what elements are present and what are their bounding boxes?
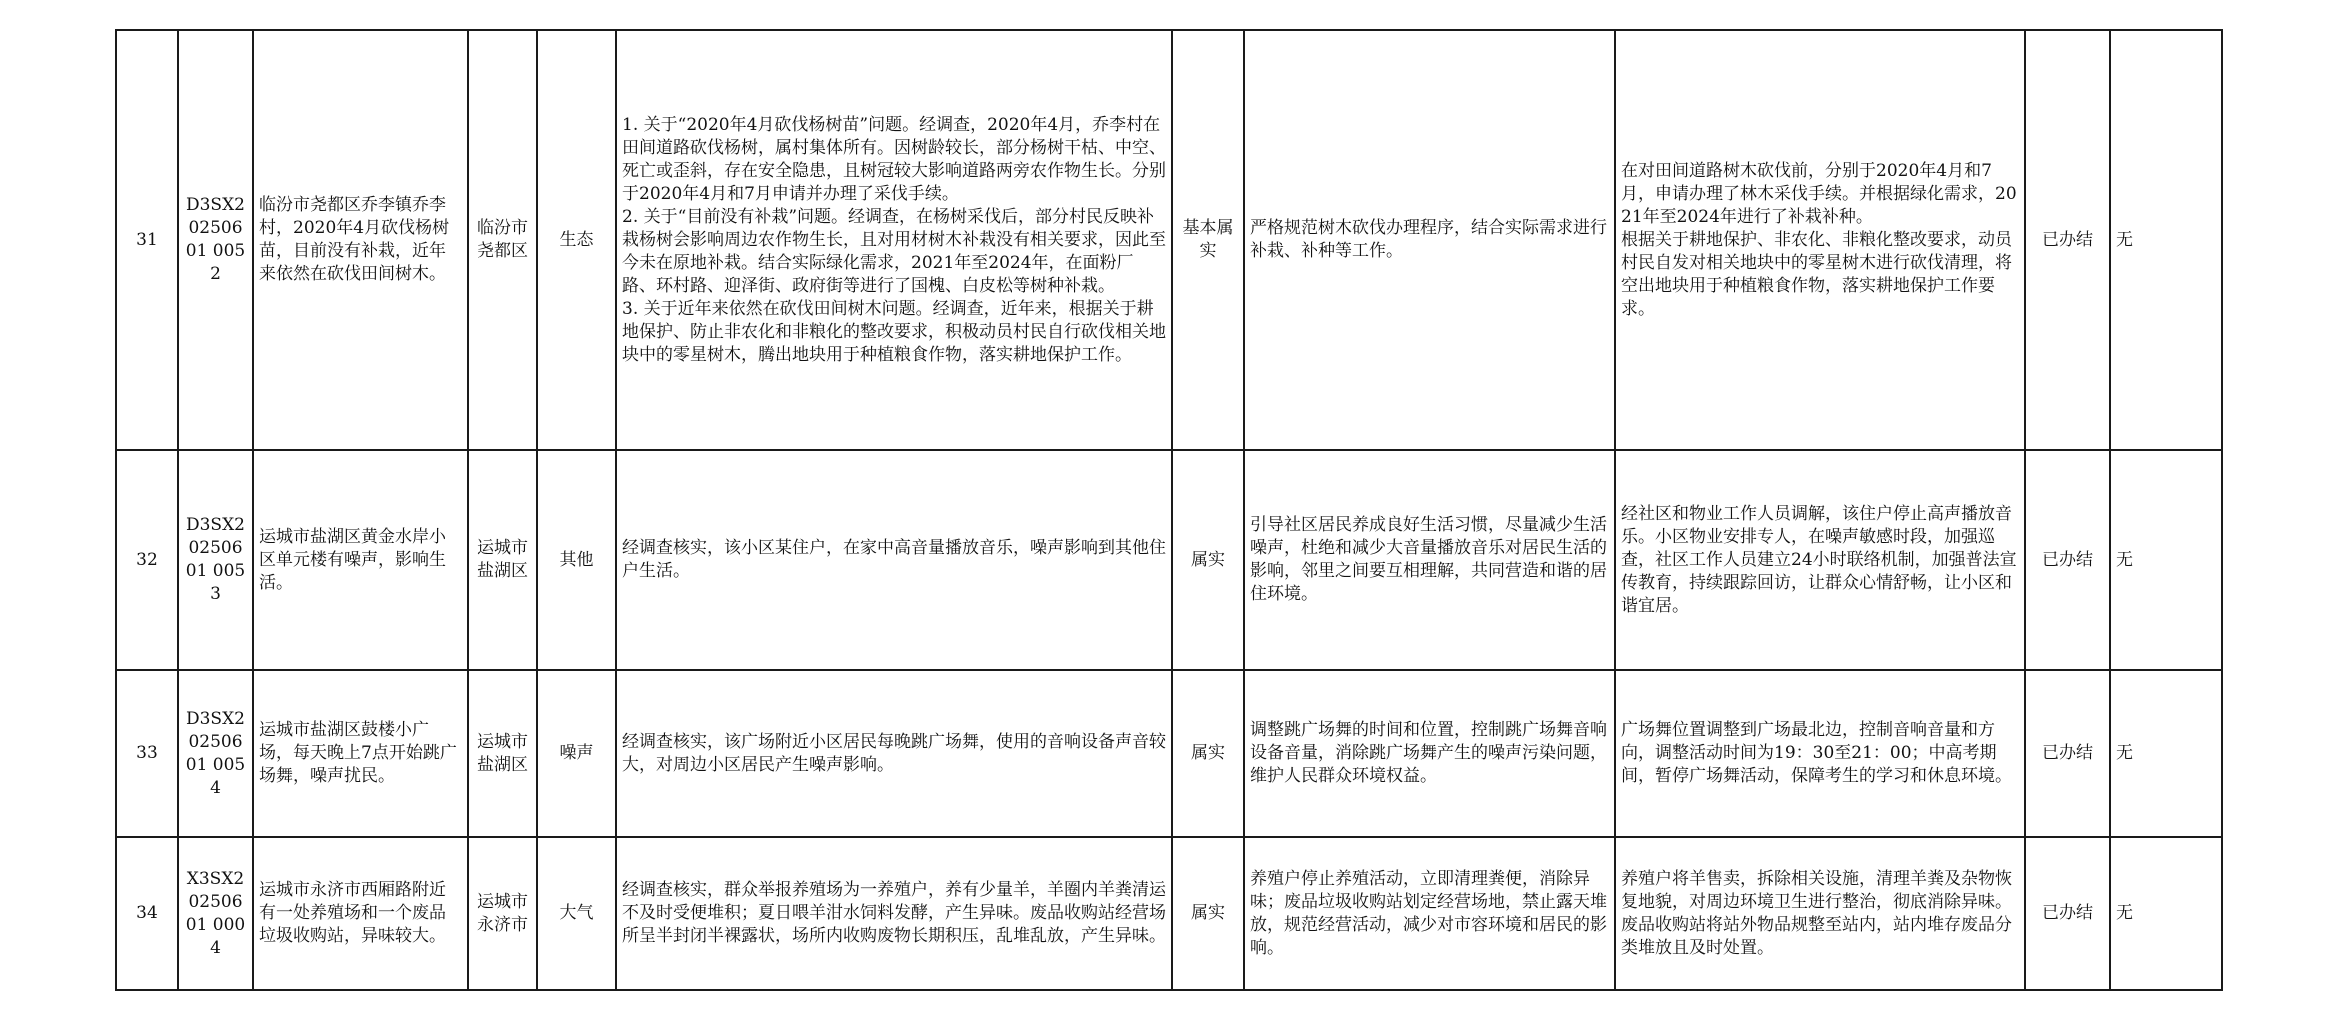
case-code-cell: D3SX20250601 0053 <box>178 450 253 670</box>
table-row <box>116 450 2222 670</box>
rectification-measures-cell: 严格规范树木砍伐办理程序，结合实际需求进行补栽、补种等工作。 <box>1244 30 1615 450</box>
verification-verdict-cell: 属实 <box>1172 837 1244 990</box>
accountability-cell: 无 <box>2110 450 2222 670</box>
row-index-cell: 34 <box>116 837 178 990</box>
administrative-area-cell: 运城市永济市 <box>468 837 537 990</box>
pollution-type-cell: 大气 <box>537 837 616 990</box>
table-row <box>116 670 2222 837</box>
rectification-result-cell: 广场舞位置调整到广场最北边，控制音响音量和方向，调整活动时间为19：30至21：00；中高考期间，暂停广场舞活动，保障考生的学习和休息环境。 <box>1615 670 2025 837</box>
investigation-findings-cell: 1. 关于“2020年4月砍伐杨树苗”问题。经调查，2020年4月，乔李村在田间道路砍伐杨树，属村集体所有。因树龄较长，部分杨树干枯、中空、死亡或歪斜，存在安全隐患，且树冠较大影响道路两旁农作物生长。分别于2020年4月和7月申请并办理了采伐手续。 2. 关于“目前没有补栽”问题。经调查，在杨树采伐后，部分村民反映补栽杨树会影响周边农作物生长，且对用材树木补栽没有相关要求，因此至今未在原地补栽。结合实际绿化需求，2021年至2024年，在面粉厂路、环村路、迎泽街、政府街等进行了国槐、白皮松等树种补栽。 3. 关于近年来依然在砍伐田间树木问题。经调查，近年来，根据关于耕地保护、防止非农化和非粮化的整改要求，积极动员村民自行砍伐相关地块中的零星树木，腾出地块用于种植粮食作物，落实耕地保护工作。 <box>616 30 1172 450</box>
pollution-type-cell: 噪声 <box>537 670 616 837</box>
accountability-cell: 无 <box>2110 30 2222 450</box>
complaint-content-cell: 运城市永济市西厢路附近有一处养殖场和一个废品垃圾收购站，异味较大。 <box>253 837 468 990</box>
accountability-cell: 无 <box>2110 670 2222 837</box>
case-code-cell: D3SX20250601 0052 <box>178 30 253 450</box>
row-index-cell: 33 <box>116 670 178 837</box>
investigation-findings-cell: 经调查核实，该小区某住户，在家中高音量播放音乐，噪声影响到其他住户生活。 <box>616 450 1172 670</box>
verification-verdict-cell: 属实 <box>1172 450 1244 670</box>
investigation-findings-cell: 经调查核实，该广场附近小区居民每晚跳广场舞，使用的音响设备声音较大，对周边小区居民产生噪声影响。 <box>616 670 1172 837</box>
pollution-type-cell: 其他 <box>537 450 616 670</box>
case-status-cell: 已办结 <box>2025 450 2110 670</box>
case-code-cell: X3SX20250601 0004 <box>178 837 253 990</box>
rectification-measures-cell: 养殖户停止养殖活动，立即清理粪便，消除异味；废品垃圾收购站划定经营场地，禁止露天堆放，规范经营活动，减少对市容环境和居民的影响。 <box>1244 837 1615 990</box>
rectification-result-cell: 养殖户将羊售卖，拆除相关设施，清理羊粪及杂物恢复地貌，对周边环境卫生进行整治，彻底消除异味。废品收购站将站外物品规整至站内，站内堆存废品分类堆放且及时处置。 <box>1615 837 2025 990</box>
row-index-cell: 31 <box>116 30 178 450</box>
accountability-cell: 无 <box>2110 837 2222 990</box>
complaint-report-table <box>115 29 2223 991</box>
table-row <box>116 30 2222 450</box>
rectification-result-cell: 经社区和物业工作人员调解，该住户停止高声播放音乐。小区物业安排专人，在噪声敏感时段，加强巡查，社区工作人员建立24小时联络机制，加强普法宣传教育，持续跟踪回访，让群众心情舒畅，让小区和谐宜居。 <box>1615 450 2025 670</box>
case-code-cell: D3SX20250601 0054 <box>178 670 253 837</box>
administrative-area-cell: 临汾市尧都区 <box>468 30 537 450</box>
administrative-area-cell: 运城市盐湖区 <box>468 670 537 837</box>
row-index-cell: 32 <box>116 450 178 670</box>
verification-verdict-cell: 属实 <box>1172 670 1244 837</box>
rectification-measures-cell: 引导社区居民养成良好生活习惯，尽量减少生活噪声，杜绝和减少大音量播放音乐对居民生活的影响，邻里之间要互相理解，共同营造和谐的居住环境。 <box>1244 450 1615 670</box>
verification-verdict-cell: 基本属实 <box>1172 30 1244 450</box>
rectification-result-cell: 在对田间道路树木砍伐前，分别于2020年4月和7月，申请办理了林木采伐手续。并根据绿化需求，2021年至2024年进行了补栽补种。 根据关于耕地保护、非农化、非粮化整改要求，动员村民自发对相关地块中的零星树木进行砍伐清理，将空出地块用于种植粮食作物，落实耕地保护工作要求。 <box>1615 30 2025 450</box>
complaint-content-cell: 运城市盐湖区鼓楼小广场，每天晚上7点开始跳广场舞，噪声扰民。 <box>253 670 468 837</box>
pollution-type-cell: 生态 <box>537 30 616 450</box>
complaint-content-cell: 临汾市尧都区乔李镇乔李村，2020年4月砍伐杨树苗，目前没有补栽，近年来依然在砍伐田间树木。 <box>253 30 468 450</box>
investigation-findings-cell: 经调查核实，群众举报养殖场为一养殖户，养有少量羊，羊圈内羊粪清运不及时受便堆积；夏日喂羊泔水饲料发酵，产生异味。废品收购站经营场所呈半封闭半裸露状，场所内收购废物长期积压，乱堆乱放，产生异味。 <box>616 837 1172 990</box>
table-row <box>116 837 2222 990</box>
case-status-cell: 已办结 <box>2025 837 2110 990</box>
complaint-content-cell: 运城市盐湖区黄金水岸小区单元楼有噪声，影响生活。 <box>253 450 468 670</box>
rectification-measures-cell: 调整跳广场舞的时间和位置，控制跳广场舞音响设备音量，消除跳广场舞产生的噪声污染问题，维护人民群众环境权益。 <box>1244 670 1615 837</box>
case-status-cell: 已办结 <box>2025 670 2110 837</box>
case-status-cell: 已办结 <box>2025 30 2110 450</box>
administrative-area-cell: 运城市盐湖区 <box>468 450 537 670</box>
